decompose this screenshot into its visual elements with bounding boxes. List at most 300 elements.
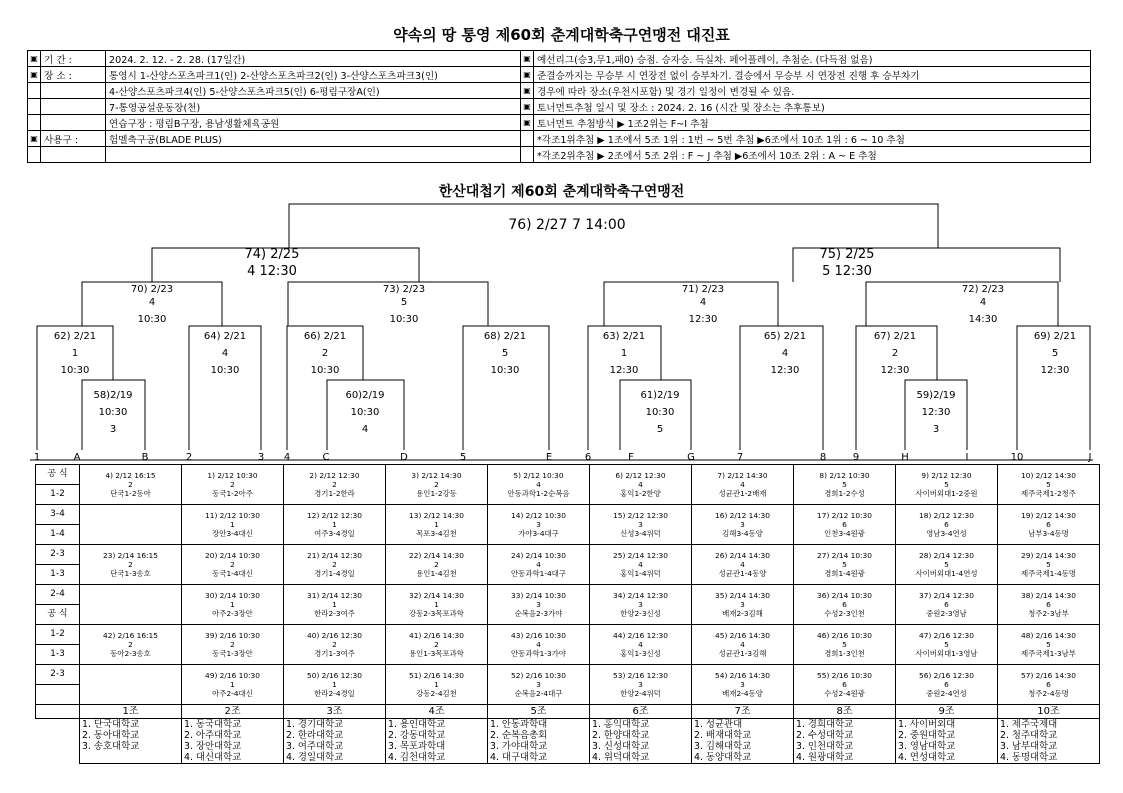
match-venue: 5 — [1046, 560, 1051, 569]
match-teams: 신성3-4위덕 — [620, 529, 661, 538]
match-date: 35) 2/14 14:30 — [715, 591, 770, 600]
match-venue: 4 — [638, 640, 643, 649]
match-date: 1) 2/12 10:30 — [207, 471, 258, 480]
match-cell — [488, 505, 590, 545]
match-cell — [590, 665, 692, 705]
match-date: 27) 2/14 10:30 — [817, 551, 872, 560]
seed-label: 2 — [185, 452, 193, 463]
match-date: 47) 2/16 12:30 — [919, 631, 974, 640]
team-name: 1. 경희대학교 — [796, 719, 854, 730]
match-date: 5) 2/12 10:30 — [513, 471, 564, 480]
match-venue: 5 — [944, 480, 949, 489]
info-note: 예선리그(승3,무1,패0) 승점. 승자승. 득실차. 페어플레이, 추첨순. (다득점 없음) — [534, 51, 1091, 67]
seed-label: 3 — [257, 452, 265, 463]
r16-match-label: 12:30 — [609, 365, 639, 376]
r16-line — [463, 326, 549, 450]
prelim-match-label: 61)2/19 — [640, 390, 680, 401]
seed-label: 1 — [33, 452, 41, 463]
match-teams: 한양2-3신성 — [620, 609, 661, 618]
team-name: 4. 위덕대학교 — [592, 752, 650, 763]
match-venue: 4 — [536, 480, 541, 489]
group-team-list — [692, 719, 794, 764]
match-date: 4) 2/12 16:15 — [105, 471, 156, 480]
match-cell — [692, 625, 794, 665]
match-venue: 6 — [944, 600, 949, 609]
team-name: 1. 성균관대 — [694, 719, 743, 730]
match-cell — [386, 625, 488, 665]
match-venue: 2 — [128, 640, 133, 649]
match-cell — [80, 585, 182, 625]
match-date: 19) 2/12 14:30 — [1021, 511, 1076, 520]
quarter-match-label: 4 — [979, 297, 987, 308]
match-date: 30) 2/14 10:30 — [205, 591, 260, 600]
match-venue: 3 — [638, 520, 643, 529]
r16-match-label: 1 — [71, 348, 79, 359]
seed-label: 5 — [459, 452, 467, 463]
r16-match-label: 67) 2/21 — [873, 331, 917, 342]
match-cell — [182, 585, 284, 625]
quarter-match-label: 71) 2/23 — [681, 284, 725, 295]
match-teams: 제주국제1-2청주 — [1021, 489, 1076, 498]
match-cell — [182, 505, 284, 545]
match-cell — [80, 505, 182, 545]
match-venue: 3 — [638, 680, 643, 689]
match-date: 2) 2/12 12:30 — [309, 471, 360, 480]
match-date: 48) 2/16 14:30 — [1021, 631, 1076, 640]
match-date: 12) 2/12 12:30 — [307, 511, 362, 520]
match-cell — [896, 505, 998, 545]
row-label: 1-4 — [36, 525, 80, 545]
r16-line — [37, 326, 113, 450]
match-date: 49) 2/16 10:30 — [205, 671, 260, 680]
prelim-match-label: 10:30 — [645, 407, 675, 418]
match-teams: 제주국제1-4동명 — [1021, 569, 1076, 578]
match-teams: 경희1-3인천 — [824, 649, 865, 658]
info-marker: ▣ — [521, 83, 534, 99]
match-venue: 2 — [230, 560, 235, 569]
group-header: 6조 — [590, 705, 692, 719]
team-name: 3. 여주대학교 — [286, 741, 344, 752]
match-cell — [80, 665, 182, 705]
match-teams: 배재2-4동양 — [722, 689, 763, 698]
team-name: 2. 강동대학교 — [388, 730, 446, 741]
match-venue: 1 — [332, 600, 337, 609]
match-teams: 청주2-4동명 — [1028, 689, 1069, 698]
team-name — [82, 752, 181, 763]
group-team-list — [284, 719, 386, 764]
team-name: 1. 사이버외대 — [898, 719, 956, 730]
match-venue: 2 — [230, 480, 235, 489]
match-date: 40) 2/16 12:30 — [307, 631, 362, 640]
info-label: 기 간 : — [41, 51, 106, 67]
match-cell — [794, 505, 896, 545]
match-date: 6) 2/12 12:30 — [615, 471, 666, 480]
info-note: 경우에 따라 장소(우천시포함) 및 경기 일정이 변경될 수 있음. — [534, 83, 1091, 99]
match-cell — [182, 465, 284, 505]
r16-line — [740, 326, 823, 450]
match-venue: 2 — [332, 480, 337, 489]
schedule-table — [35, 464, 1100, 764]
row-label: 공 식 — [36, 605, 80, 625]
info-marker: ▣ — [521, 67, 534, 83]
prelim-match-label: 10:30 — [350, 407, 380, 418]
r16-match-label: 4 — [221, 348, 229, 359]
match-date: 14) 2/12 10:30 — [511, 511, 566, 520]
r16-match-label: 10:30 — [490, 365, 520, 376]
match-date: 54) 2/16 14:30 — [715, 671, 770, 680]
group-header: 5조 — [488, 705, 590, 719]
final-match-label: 76) 2/27 7 14:00 — [508, 217, 626, 233]
match-teams: 배재2-3김해 — [722, 609, 763, 618]
match-cell — [896, 545, 998, 585]
match-cell — [488, 545, 590, 585]
match-date: 31) 2/14 12:30 — [307, 591, 362, 600]
match-teams: 단국1-3송호 — [110, 569, 151, 578]
match-cell — [488, 585, 590, 625]
match-teams: 동국1-3장안 — [212, 649, 253, 658]
team-name: 4. 원광대학교 — [796, 752, 854, 763]
row-label: 3-4 — [36, 505, 80, 525]
match-teams: 여주3-4경일 — [314, 529, 355, 538]
team-name: 2. 중원대학교 — [898, 730, 956, 741]
match-date: 23) 2/14 16:15 — [103, 551, 158, 560]
match-date: 10) 2/12 14:30 — [1021, 471, 1076, 480]
match-date: 11) 2/12 10:30 — [205, 511, 260, 520]
match-cell — [590, 585, 692, 625]
team-name: 3. 가야대학교 — [490, 741, 548, 752]
match-cell — [284, 585, 386, 625]
prelim-match-label: 12:30 — [921, 407, 951, 418]
match-teams: 동국1-2아주 — [212, 489, 253, 498]
match-date: 13) 2/12 14:30 — [409, 511, 464, 520]
seed-label: D — [400, 452, 408, 463]
match-teams: 사이버외대1-4연성 — [915, 569, 978, 578]
group-team-list — [80, 719, 182, 764]
match-venue: 4 — [536, 560, 541, 569]
match-date: 41) 2/16 14:30 — [409, 631, 464, 640]
info-label: 장 소 : — [41, 67, 106, 83]
match-venue: 2 — [230, 640, 235, 649]
group-header: 2조 — [182, 705, 284, 719]
match-teams: 경기1-4경일 — [314, 569, 355, 578]
row-label — [36, 685, 80, 705]
seed-label: C — [322, 452, 330, 463]
r16-match-label: 69) 2/21 — [1033, 331, 1077, 342]
r16-match-label: 12:30 — [770, 365, 800, 376]
match-date: 26) 2/14 14:30 — [715, 551, 770, 560]
match-teams: 경기1-3여주 — [314, 649, 355, 658]
seed-label: J — [1088, 452, 1092, 463]
match-teams: 수성2-4원광 — [824, 689, 865, 698]
match-venue: 3 — [536, 520, 541, 529]
team-name: 3. 장안대학교 — [184, 741, 242, 752]
match-teams: 동국1-4대신 — [212, 569, 253, 578]
match-teams: 목포3-4김천 — [416, 529, 457, 538]
r16-line — [1017, 326, 1090, 450]
seed-label: E — [545, 452, 553, 463]
match-venue: 2 — [128, 560, 133, 569]
match-venue: 6 — [1046, 600, 1051, 609]
match-venue: 4 — [638, 480, 643, 489]
team-name: 1. 제주국제대 — [1000, 719, 1058, 730]
quarter-match-label: 73) 2/23 — [382, 284, 426, 295]
team-name: 1. 동국대학교 — [184, 719, 242, 730]
match-venue: 5 — [1046, 480, 1051, 489]
r16-match-label: 10:30 — [310, 365, 340, 376]
match-teams: 성균관1-3김해 — [718, 649, 767, 658]
match-teams: 수성2-3인천 — [824, 609, 865, 618]
match-cell — [590, 465, 692, 505]
team-name: 2. 아주대학교 — [184, 730, 242, 741]
match-cell — [794, 465, 896, 505]
match-teams: 강동2-4김천 — [416, 689, 457, 698]
match-venue: 6 — [842, 680, 847, 689]
match-cell — [386, 465, 488, 505]
team-name: 1. 안동과학대 — [490, 719, 548, 730]
info-value: 4-산양스포츠파크4(인) 5-산양스포츠파크5(인) 6-평림구장A(인) — [106, 83, 521, 99]
seed-label: G — [687, 452, 695, 463]
match-teams: 홍익1-2한양 — [620, 489, 661, 498]
match-cell — [284, 665, 386, 705]
r16-match-label: 10:30 — [210, 365, 240, 376]
match-date: 57) 2/16 14:30 — [1021, 671, 1076, 680]
r16-match-label: 12:30 — [1040, 365, 1070, 376]
match-cell — [794, 545, 896, 585]
group-team-list — [386, 719, 488, 764]
match-date: 15) 2/12 12:30 — [613, 511, 668, 520]
team-name: 1. 단국대학교 — [82, 719, 140, 730]
match-date: 34) 2/14 12:30 — [613, 591, 668, 600]
team-name: 3. 김해대학교 — [694, 741, 752, 752]
match-venue: 3 — [536, 680, 541, 689]
r16-match-label: 2 — [891, 348, 899, 359]
prelim-match-label: 10:30 — [98, 407, 128, 418]
match-venue: 3 — [740, 680, 745, 689]
r16-match-label: 63) 2/21 — [602, 331, 646, 342]
row-label: 1-2 — [36, 625, 80, 645]
match-date: 43) 2/16 10:30 — [511, 631, 566, 640]
match-date: 33) 2/14 10:30 — [511, 591, 566, 600]
match-teams: 단국1-2동아 — [110, 489, 151, 498]
match-venue: 1 — [230, 520, 235, 529]
match-venue: 1 — [230, 600, 235, 609]
match-date: 28) 2/14 12:30 — [919, 551, 974, 560]
team-name: 4. 김천대학교 — [388, 752, 446, 763]
match-teams: 용인1-2강동 — [416, 489, 457, 498]
match-venue: 3 — [740, 600, 745, 609]
match-teams: 경희1-2수성 — [824, 489, 865, 498]
match-teams: 사이버외대1-2중원 — [915, 489, 978, 498]
info-value: 연습구장 : 평림B구장, 용남생활체육공원 — [106, 115, 521, 131]
match-teams: 용인1-4김천 — [416, 569, 457, 578]
info-note: *각조2위추첨 ▶ 2조에서 5조 2위 : F ~ J 추첨 ▶6조에서 10조 2위 : A ~ E 추첨 — [534, 147, 1091, 163]
group-team-list — [182, 719, 284, 764]
match-teams: 김해3-4동양 — [722, 529, 763, 538]
match-teams: 중원2-4연성 — [926, 689, 967, 698]
match-teams: 아주2-4대신 — [212, 689, 253, 698]
match-date: 9) 2/12 12:30 — [921, 471, 972, 480]
match-venue: 6 — [842, 600, 847, 609]
match-venue: 6 — [944, 520, 949, 529]
info-value: 험멜축구공(BLADE PLUS) — [106, 131, 521, 147]
team-name: 2. 청주대학교 — [1000, 730, 1058, 741]
info-note: 토너먼트추첨 일시 및 장소 : 2024. 2. 16 (시간 및 장소는 추후통보) — [534, 99, 1091, 115]
match-cell — [284, 545, 386, 585]
page-title: 약속의 땅 통영 제60회 춘계대학축구연맹전 대진표 — [393, 26, 730, 44]
match-date: 37) 2/14 12:30 — [919, 591, 974, 600]
match-cell — [488, 665, 590, 705]
r16-match-label: 68) 2/21 — [483, 331, 527, 342]
match-date: 39) 2/16 10:30 — [205, 631, 260, 640]
team-name: 2. 동아대학교 — [82, 730, 140, 741]
r16-match-label: 12:30 — [880, 365, 910, 376]
team-name: 4. 동명대학교 — [1000, 752, 1058, 763]
row-label: 공 식 — [36, 465, 80, 485]
group-header: 10조 — [998, 705, 1100, 719]
match-venue: 6 — [1046, 680, 1051, 689]
match-venue: 6 — [944, 680, 949, 689]
r16-match-label: 65) 2/21 — [763, 331, 807, 342]
prelim-match-label: 5 — [656, 424, 664, 435]
r16-match-label: 5 — [501, 348, 509, 359]
group-header: 3조 — [284, 705, 386, 719]
match-venue: 2 — [434, 640, 439, 649]
match-date: 50) 2/16 12:30 — [307, 671, 362, 680]
match-venue: 4 — [740, 480, 745, 489]
match-venue: 5 — [842, 640, 847, 649]
match-cell — [692, 465, 794, 505]
match-teams: 경희1-4원광 — [824, 569, 865, 578]
match-venue: 4 — [638, 560, 643, 569]
match-venue: 2 — [434, 480, 439, 489]
team-name: 2. 순복음총회 — [490, 730, 548, 741]
match-venue: 4 — [740, 640, 745, 649]
match-venue: 4 — [536, 640, 541, 649]
match-date: 21) 2/14 12:30 — [307, 551, 362, 560]
quarter-match-label: 12:30 — [688, 314, 718, 325]
match-teams: 사이버외대1-3영남 — [915, 649, 978, 658]
match-date: 8) 2/12 10:30 — [819, 471, 870, 480]
quarter-match-label: 4 — [699, 297, 707, 308]
group-header: 8조 — [794, 705, 896, 719]
match-teams: 가야3-4대구 — [518, 529, 559, 538]
match-venue: 4 — [740, 560, 745, 569]
r16-match-label: 4 — [781, 348, 789, 359]
r16-match-label: 62) 2/21 — [53, 331, 97, 342]
row-label: 2-4 — [36, 585, 80, 605]
match-cell — [590, 625, 692, 665]
match-venue: 1 — [332, 520, 337, 529]
info-marker: ▣ — [28, 51, 41, 67]
match-date: 51) 2/16 14:30 — [409, 671, 464, 680]
quarter-match-label: 70) 2/23 — [130, 284, 174, 295]
prelim-match-label: 59)2/19 — [916, 390, 956, 401]
match-cell — [386, 585, 488, 625]
match-date: 24) 2/14 10:30 — [511, 551, 566, 560]
match-cell — [80, 465, 182, 505]
match-venue: 1 — [434, 680, 439, 689]
match-cell — [998, 625, 1100, 665]
r16-match-label: 5 — [1051, 348, 1059, 359]
match-cell — [896, 665, 998, 705]
match-cell — [794, 665, 896, 705]
group-header: 9조 — [896, 705, 998, 719]
match-cell — [182, 665, 284, 705]
match-cell — [998, 505, 1100, 545]
match-cell — [386, 545, 488, 585]
match-teams: 아주2-3장안 — [212, 609, 253, 618]
match-date: 42) 2/16 16:15 — [103, 631, 158, 640]
info-marker: ▣ — [28, 67, 41, 83]
seed-label: 10 — [1010, 452, 1024, 463]
match-venue: 5 — [944, 560, 949, 569]
match-venue: 6 — [842, 520, 847, 529]
team-name: 4. 경일대학교 — [286, 752, 344, 763]
semi-match-label: 4 12:30 — [247, 264, 297, 279]
match-venue: 5 — [944, 640, 949, 649]
info-label: 사용구 : — [41, 131, 106, 147]
match-venue: 3 — [638, 600, 643, 609]
seed-label: B — [141, 452, 149, 463]
r16-match-label: 64) 2/21 — [203, 331, 247, 342]
match-date: 36) 2/14 10:30 — [817, 591, 872, 600]
match-cell — [998, 585, 1100, 625]
seed-label: 7 — [736, 452, 744, 463]
info-note: 준결승까지는 무승부 시 연장전 없이 승부차기. 결승에서 무승부 시 연장전 진행 후 승부차기 — [534, 67, 1091, 83]
match-date: 55) 2/16 10:30 — [817, 671, 872, 680]
match-cell — [692, 545, 794, 585]
match-date: 29) 2/14 14:30 — [1021, 551, 1076, 560]
match-teams: 성균관1-2배재 — [718, 489, 767, 498]
row-label: 1-3 — [36, 565, 80, 585]
match-venue: 2 — [128, 480, 133, 489]
team-name: 3. 송호대학교 — [82, 741, 140, 752]
match-venue: 1 — [434, 600, 439, 609]
quarter-match-label: 4 — [148, 297, 156, 308]
match-date: 32) 2/14 14:30 — [409, 591, 464, 600]
match-venue: 3 — [740, 520, 745, 529]
match-date: 7) 2/12 14:30 — [717, 471, 768, 480]
match-venue: 2 — [332, 640, 337, 649]
empty-cell — [36, 705, 80, 719]
match-teams: 인천3-4원광 — [824, 529, 865, 538]
group-team-list — [488, 719, 590, 764]
match-teams: 한라2-3여주 — [314, 609, 355, 618]
prelim-match-label: 58)2/19 — [93, 390, 133, 401]
match-cell — [998, 545, 1100, 585]
match-cell — [488, 625, 590, 665]
group-header: 1조 — [80, 705, 182, 719]
semi-match-label: 75) 2/25 — [819, 247, 875, 262]
match-date: 53) 2/16 12:30 — [613, 671, 668, 680]
match-teams: 남부3-4동명 — [1028, 529, 1069, 538]
match-teams: 한라2-4경일 — [314, 689, 355, 698]
match-teams: 동아2-3송호 — [110, 649, 151, 658]
match-cell — [182, 545, 284, 585]
team-name: 4. 대구대학교 — [490, 752, 548, 763]
match-date: 46) 2/16 10:30 — [817, 631, 872, 640]
match-teams: 안동과학1-2순복음 — [507, 489, 570, 498]
match-cell — [284, 625, 386, 665]
match-teams: 홍익1-3신성 — [620, 649, 661, 658]
quarter-match-label: 72) 2/23 — [961, 284, 1005, 295]
r16-line — [189, 326, 261, 450]
r16-match-label: 10:30 — [60, 365, 90, 376]
group-team-list — [998, 719, 1100, 764]
match-venue: 6 — [1046, 520, 1051, 529]
seed-label: H — [901, 452, 909, 463]
match-cell — [896, 585, 998, 625]
